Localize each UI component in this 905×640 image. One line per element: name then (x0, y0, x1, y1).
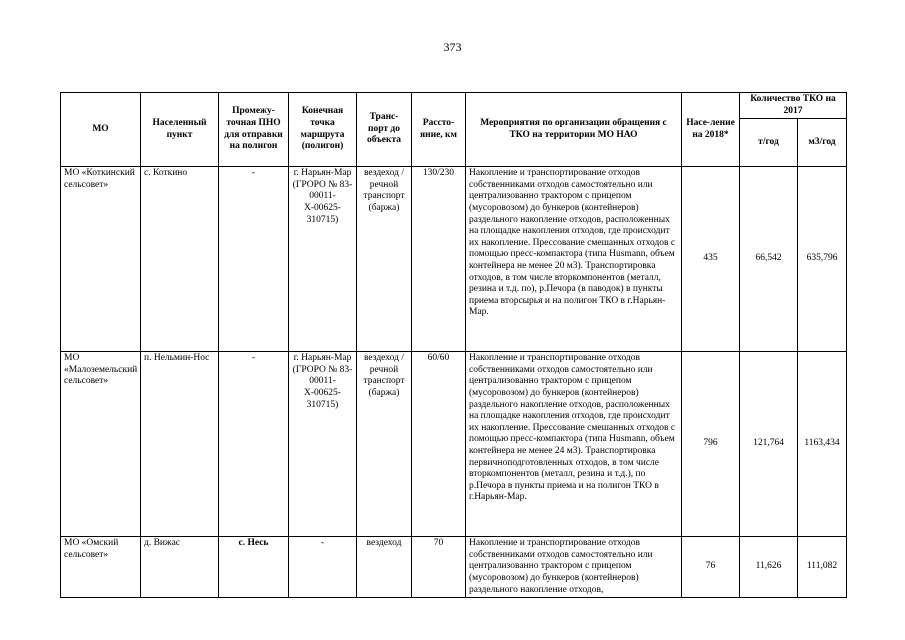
cell-measures: Накопление и транспортирование отходов собственниками отходов самостоятельно или централизованно трактором с прицепом (мусоровозом) до бункеров (контейнеров) раздельного накопление отходов, (466, 537, 682, 598)
header-tons: т/год (740, 119, 798, 167)
header-transport: Транс-порт до объекта (357, 93, 412, 167)
cell-tons: 11,626 (740, 537, 798, 598)
cell-intermediate: с. Несь (219, 537, 289, 598)
cell-intermediate: - (219, 352, 289, 537)
cell-tons: 121,764 (740, 352, 798, 537)
cell-m3: 111,082 (798, 537, 847, 598)
cell-m3: 1163,434 (798, 352, 847, 537)
tko-table (60, 92, 847, 598)
cell-settlement: д. Вижас (141, 537, 219, 598)
page-number: 373 (443, 40, 462, 54)
cell-population: 435 (682, 167, 740, 352)
cell-tons: 66,542 (740, 167, 798, 352)
header-measures: Мероприятия по организации обращения с ТКО на территории МО НАО (466, 93, 682, 167)
table-row (61, 352, 847, 537)
cell-population: 796 (682, 352, 740, 537)
cell-mo: МО «Коткинский сельсовет» (61, 167, 141, 352)
header-settlement: Населенный пункт (141, 93, 219, 167)
cell-final: - (289, 537, 357, 598)
cell-intermediate: - (219, 167, 289, 352)
header-tko-amount: Количество ТКО на 2017 (740, 93, 847, 119)
cell-measures: Накопление и транспортирование отходов собственниками отходов самостоятельно или централизованно трактором с прицепом (мусоровозом) до бункеров (контейнеров) раздельного накопление отходов, расположенных на площадке накопления отходов, где происходит их накопление. Прессование смешанных отходов с помощью пресс-компактора (типа Husmann, объем контейнера не менее 20 м3). Транспортировка отходов, в том числе вторкомпонентов (металл, резина и т.д. по), р.Печора (в паводок) в пункты приема вторсырья и на полигон ТКО в г.Нарьян-Мар. (466, 167, 682, 352)
header-mo: МО (61, 93, 141, 167)
header-distance: Рассто-яние, км (412, 93, 466, 167)
header-m3: м3/год (798, 119, 847, 167)
cell-distance: 70 (412, 537, 466, 598)
header-population: Насе-ление на 2018* (682, 93, 740, 167)
cell-population: 76 (682, 537, 740, 598)
cell-settlement: с. Коткино (141, 167, 219, 352)
cell-settlement: п. Нельмин-Нос (141, 352, 219, 537)
header-final-point: Конечная точка маршрута (полигон) (289, 93, 357, 167)
header-intermediate-point: Промежу-точная ПНО для отправки на полигон (219, 93, 289, 167)
cell-transport: вездеход / речной транспорт (баржа) (357, 167, 412, 352)
cell-final: г. Нарьян-Мар (ГРОРО № 83-00011-Х-00625-310715) (289, 352, 357, 537)
cell-distance: 60/60 (412, 352, 466, 537)
cell-measures: Накопление и транспортирование отходов собственниками отходов самостоятельно или централизованно трактором с прицепом (мусоровозом) до бункеров (контейнеров) раздельного накопление отходов, расположенных на площадке накопления отходов, где происходит их накопление. Прессование смешанных отходов с помощью пресс-компактора (типа Husmann, объем контейнера не менее 24 м3). Транспортировка первичноподготовленных отходов, в том числе вторкомпонентов (металл, резина и т.д.), по р.Печора в пункты приема и на полигон ТКО в г.Нарьян-Мар. (466, 352, 682, 537)
table-row (61, 167, 847, 352)
cell-m3: 635,796 (798, 167, 847, 352)
cell-distance: 130/230 (412, 167, 466, 352)
cell-final: г. Нарьян-Мар (ГРОРО № 83-00011-Х-00625-310715) (289, 167, 357, 352)
cell-mo: МО «Малоземельский сельсовет» (61, 352, 141, 537)
table-row (61, 537, 847, 598)
cell-mo: МО «Омский сельсовет» (61, 537, 141, 598)
cell-transport: вездеход / речной транспорт (баржа) (357, 352, 412, 537)
cell-transport: вездеход (357, 537, 412, 598)
